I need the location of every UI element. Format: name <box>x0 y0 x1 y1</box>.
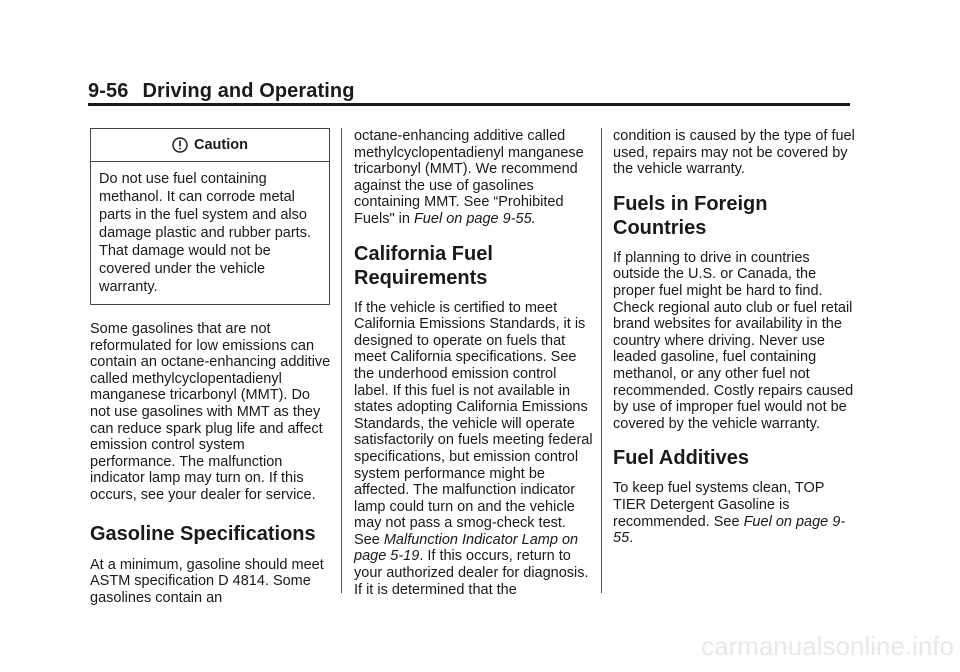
california-paragraph <box>354 300 594 599</box>
caution-text: Do not use fuel containing methanol. It can corrode metal parts in the fuel system and also damage plastic and rubber parts. That damage would not be covered under the vehicle warranty. <box>99 171 311 295</box>
foreign-countries-heading: Fuels in Foreign Countries <box>613 192 768 239</box>
section-title: Driving and Operating <box>142 80 355 102</box>
mmt-continued-paragraph <box>354 128 594 228</box>
column-3 <box>613 128 859 547</box>
gasoline-specifications-heading: Gasoline Specifications <box>90 522 316 545</box>
column-2 <box>354 128 594 598</box>
california-text-end: . If this occurs, return to your authorized dealer for diagnosis. If it is determined that the <box>354 548 589 598</box>
page-number: 9-56 <box>88 80 129 102</box>
column-divider-2 <box>601 128 602 593</box>
malfunction-indicator-link[interactable]: Malfunction Indicator Lamp on page 5-19 <box>354 531 579 565</box>
fuel-page-link[interactable]: Fuel on page 9-55. <box>413 210 536 227</box>
foreign-countries-paragraph: If planning to drive in countries outside the U.S. or Canada, the proper fuel might be hard to find. Check regional auto club or fuel retail brand websites for availability in the country where driving. Never use leaded gasoline, fuel containing methanol, or any other fuel not recommended. Costly repairs caused by use of improper fuel would not be covered by the vehicle warranty. <box>613 249 854 432</box>
mmt-continued-text: octane-enhancing additive called methylcyclopentadienyl manganese tricarbonyl (MMT). We recommend against the use of gasolines containing MMT. See “Prohibited Fuels" in <box>354 128 584 227</box>
warranty-paragraph: condition is caused by the type of fuel used, repairs may not be covered by the vehicle warranty. <box>613 128 855 178</box>
caution-title: Caution <box>194 136 248 153</box>
column-1 <box>90 128 332 606</box>
warning-icon <box>172 137 188 153</box>
header-rule <box>88 103 850 106</box>
watermark: carmanualsonline.info <box>701 631 954 661</box>
mmt-paragraph: Some gasolines that are not reformulated for low emissions can contain an octane-enhancing additive called methylcyclopentadienyl manganese tricarbonyl (MMT). Do not use gasolines with MMT as they can reduce spark plug life and affect emission control system performance. The malfunction indicator lamp may turn on. If this occurs, see your dealer for service. <box>90 321 331 503</box>
astm-paragraph: At a minimum, gasoline should meet ASTM specification D 4814. Some gasolines contain an <box>90 556 324 606</box>
california-text: If the vehicle is certified to meet California Emissions Standards, it is designed to operate on fuels that meet California specifications. See the underhood emission control label. If this fuel is not available in states adopting California Emissions Standards, the vehicle will operate satisfactorily on fuels meeting federal specifications, but emission control system performance might be affected. The malfunction indicator lamp could turn on and the vehicle may not pass a smog-check test. See <box>354 299 593 548</box>
column-divider-1 <box>341 128 342 593</box>
fuel-page-link-2[interactable]: Fuel on page 9-55 <box>613 513 846 547</box>
caution-header <box>91 129 329 162</box>
fuel-additives-text-end: . <box>629 530 634 547</box>
california-fuel-heading: California Fuel Requirements <box>354 242 493 289</box>
fuel-additives-paragraph <box>613 480 859 546</box>
page-header <box>88 80 355 103</box>
fuel-additives-heading: Fuel Additives <box>613 447 749 470</box>
caution-box <box>90 128 330 305</box>
fuel-additives-text: To keep fuel systems clean, TOP TIER Detergent Gasoline is recommended. See <box>613 480 825 530</box>
